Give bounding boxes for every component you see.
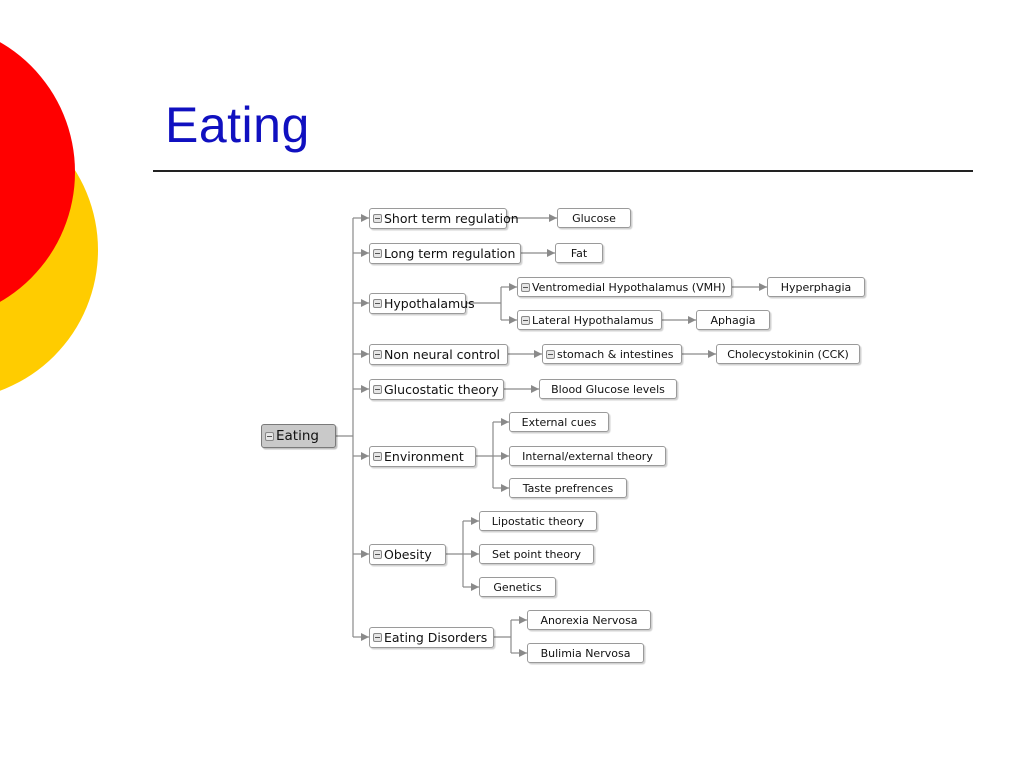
node-label: Environment (384, 449, 464, 464)
node-label: Glucose (572, 211, 616, 225)
collapse-icon[interactable] (373, 299, 382, 308)
collapse-icon[interactable] (521, 316, 530, 325)
node-label: Anorexia Nervosa (540, 613, 638, 627)
node-label: stomach & intestines (557, 347, 674, 361)
subtopic-aphagia[interactable] (696, 310, 770, 330)
subtopic-genetics[interactable] (479, 577, 556, 597)
node-label: Set point theory (492, 547, 581, 561)
node-label: Lipostatic theory (491, 514, 585, 528)
collapse-icon[interactable] (373, 452, 382, 461)
topic-glucostatic-theory[interactable] (369, 379, 504, 400)
topic-long-term-regulation[interactable] (369, 243, 521, 264)
subtopic-fat[interactable] (555, 243, 603, 263)
subtopic-lipostatic-theory[interactable] (479, 511, 597, 531)
node-label: Eating Disorders (384, 630, 488, 645)
node-label: Ventromedial Hypothalamus (VMH) (532, 280, 726, 294)
subtopic-bulimia-nervosa[interactable] (527, 643, 644, 663)
subtopic-anorexia-nervosa[interactable] (527, 610, 651, 630)
topic-non-neural-control[interactable] (369, 344, 508, 365)
subtopic-blood-glucose-levels[interactable] (539, 379, 677, 399)
collapse-icon[interactable] (373, 214, 382, 223)
node-label: Long term regulation (384, 246, 516, 261)
topic-eating-disorders[interactable] (369, 627, 494, 648)
node-label: Fat (570, 246, 588, 260)
collapse-icon[interactable] (373, 249, 382, 258)
node-label: Cholecystokinin (CCK) (727, 347, 849, 361)
collapse-icon[interactable] (521, 283, 530, 292)
node-label: Bulimia Nervosa (540, 646, 631, 660)
topic-obesity[interactable] (369, 544, 446, 565)
subtopic-stomach-intestines[interactable] (542, 344, 682, 364)
collapse-icon[interactable] (373, 350, 382, 359)
slide-title: Eating (165, 97, 310, 153)
node-label: Glucostatic theory (384, 382, 499, 397)
node-label: External cues (521, 415, 597, 429)
subtopic-internal-external-theory[interactable] (509, 446, 666, 466)
subtopic-cck[interactable] (716, 344, 860, 364)
node-label: Non neural control (384, 347, 501, 362)
subtopic-taste-prefrences[interactable] (509, 478, 627, 498)
topic-environment[interactable] (369, 446, 476, 467)
subtopic-hyperphagia[interactable] (767, 277, 865, 297)
collapse-icon[interactable] (373, 550, 382, 559)
subtopic-vmh[interactable] (517, 277, 732, 297)
node-label: Hypothalamus (384, 296, 475, 311)
node-label: Eating (276, 428, 319, 444)
node-label: Short term regulation (384, 211, 519, 226)
topic-hypothalamus[interactable] (369, 293, 475, 314)
root-node-eating[interactable] (261, 424, 336, 448)
topic-short-term-regulation[interactable] (369, 208, 519, 229)
node-label: Blood Glucose levels (551, 382, 665, 396)
node-label: Internal/external theory (522, 449, 653, 463)
node-label: Hyperphagia (780, 280, 852, 294)
collapse-icon[interactable] (373, 385, 382, 394)
collapse-icon[interactable] (265, 432, 274, 441)
subtopic-external-cues[interactable] (509, 412, 609, 432)
subtopic-lateral-hypothalamus[interactable] (517, 310, 662, 330)
node-label: Taste prefrences (522, 481, 614, 495)
node-label: Aphagia (710, 313, 756, 327)
node-label: Genetics (493, 580, 542, 594)
node-label: Lateral Hypothalamus (532, 313, 654, 327)
node-label: Obesity (384, 547, 432, 562)
subtopic-set-point-theory[interactable] (479, 544, 594, 564)
collapse-icon[interactable] (373, 633, 382, 642)
subtopic-glucose[interactable] (557, 208, 631, 228)
collapse-icon[interactable] (546, 350, 555, 359)
